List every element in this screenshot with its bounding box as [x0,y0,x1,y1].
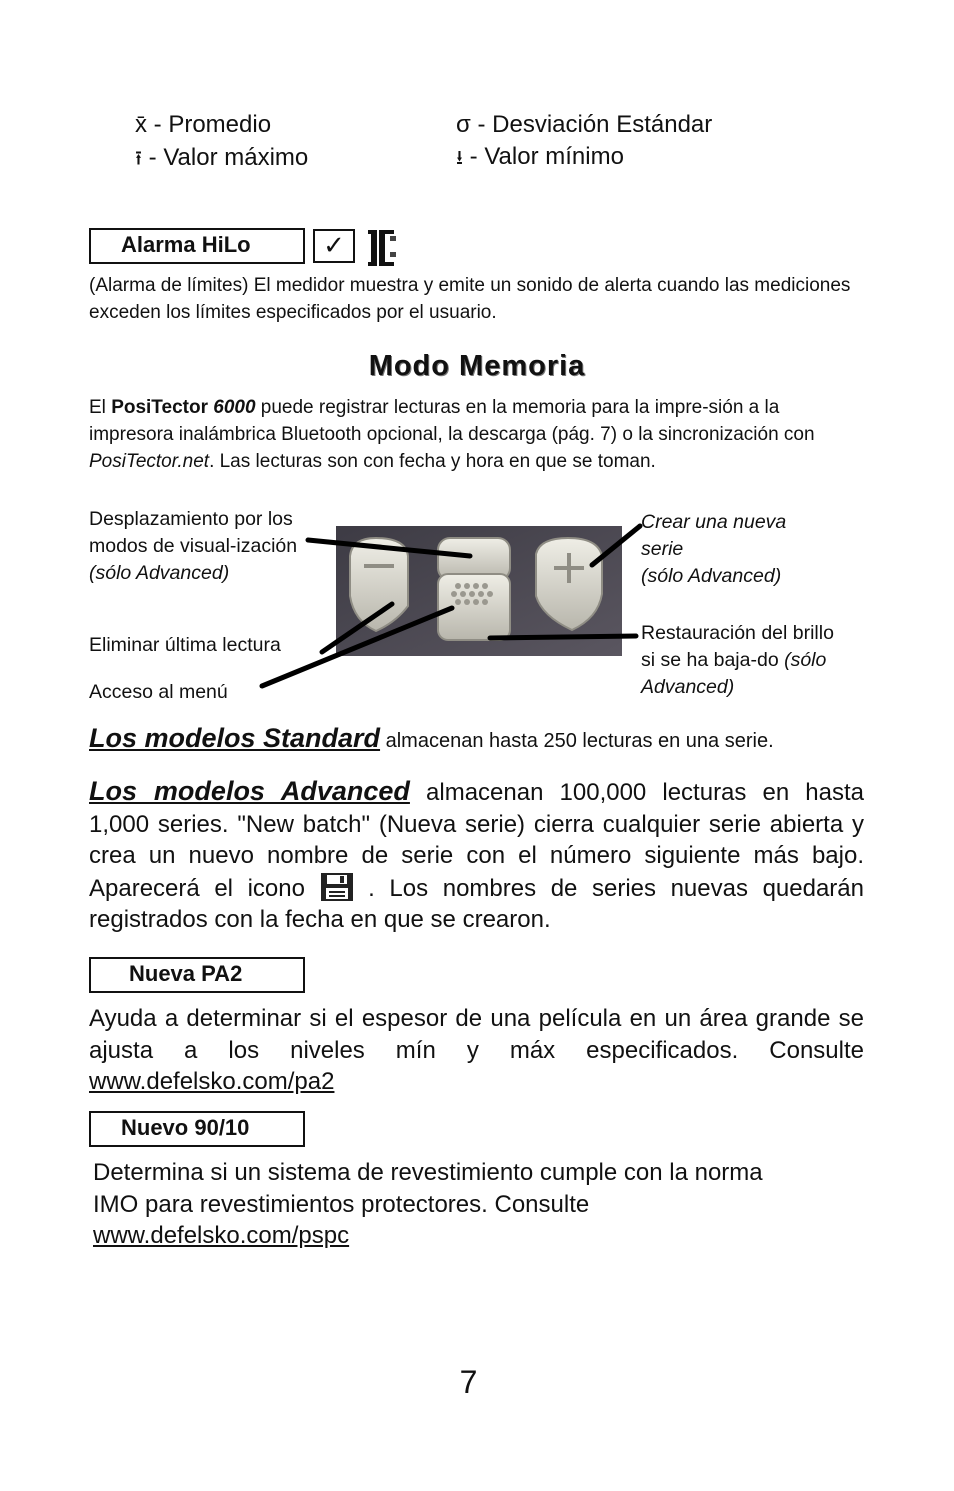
mean-symbol: x̄ [135,111,147,138]
leader-menu [262,608,452,686]
ninety-ten-box-label: Nuevo 90/10 [89,1111,305,1147]
pa2-link[interactable]: www.defelsko.com/pa2 [89,1068,335,1095]
pa2-description [89,1003,864,1098]
pa2-text: Ayuda a determinar si el espesor de una película en un área grande se ajusta a los niveles mín y máx especificados. Consulte [89,1005,864,1064]
ninety-ten-text: Determina si un sistema de revestimiento cumple con la norma IMO para revestimientos protectores. Consulte [93,1159,763,1218]
max-symbol: ⭱ [135,146,142,170]
hilo-box-label: Alarma HiLo [89,228,305,264]
standard-models [89,723,879,754]
callout-brightness [641,620,846,701]
stddev-symbol: σ [456,111,471,138]
memory-intro-site: PosiTector.net [89,451,210,472]
callout-brightness-text: Restauración del brillo si se ha baja-do [641,622,834,671]
max-label: - Valor máximo [142,144,309,171]
floppy-disk-icon [320,872,354,902]
stddev-label: - Desviación Estándar [470,111,713,138]
callout-new-batch [641,509,831,590]
advanced-models-heading: Los modelos Advanced [89,776,410,806]
ninety-ten-description [93,1157,773,1252]
callout-brightness-advanced: (sólo Advanced) [641,649,827,698]
page-number: 7 [459,1364,478,1400]
leader-new-batch [592,526,640,565]
check-icon: ✓ [313,229,355,263]
mean-label: - Promedio [147,111,272,138]
callout-delete: Eliminar última lectura [89,634,281,656]
standard-models-heading: Los modelos Standard [89,723,381,753]
advanced-models-text-2: . Los nombres de series nuevas quedarán registrados con la fecha en que se crearon. [89,874,864,933]
memory-intro-text-3: . Las lecturas son con fecha y hora en que se toman. [209,451,656,472]
ninety-ten-link[interactable]: www.defelsko.com/pspc [93,1222,350,1249]
memory-title: Modo Memoria [368,350,586,382]
leader-brightness [490,636,636,638]
callout-scroll-text: Desplazamiento por los modos de visual-ización [89,508,298,557]
leader-scroll [308,540,470,556]
hilo-description: (Alarma de límites) El medidor muestra y emite un sonido de alerta cuando las mediciones exceden los límites especificados por el usuario. [89,275,851,323]
advanced-models-text-1: almacenan 100,000 lecturas en hasta 1,000 series. "New batch" (Nueva serie) cierra cualquier serie abierta y crea un nuevo nombre de serie con el número siguiente más bajo. Aparecerá el icono [89,779,864,902]
standard-models-text: almacenan hasta 250 lecturas en una serie. [380,730,774,752]
callout-new-batch-text: Crear una nueva serie [641,511,787,560]
callout-scroll-advanced: (sólo Advanced) [89,562,230,584]
callout-scroll [89,506,314,587]
callout-menu: Acceso al menú [89,681,228,703]
min-symbol: ⭳ [456,145,463,169]
memory-intro-text-2: puede registrar lecturas en la memoria para la impre-sión a la impresora inalámbrica Bluetooth opcional, la descarga (pág. 7) o la sincronización con [89,397,815,445]
advanced-models [89,776,864,936]
memory-intro-text-1: El [89,397,112,418]
min-label: - Valor mínimo [463,143,624,170]
memory-intro-brand: PosiTector [111,397,208,418]
memory-intro-model: 6000 [207,397,256,418]
callout-new-batch-advanced: (sólo Advanced) [641,565,782,587]
pa2-box-label: Nueva PA2 [89,957,305,993]
